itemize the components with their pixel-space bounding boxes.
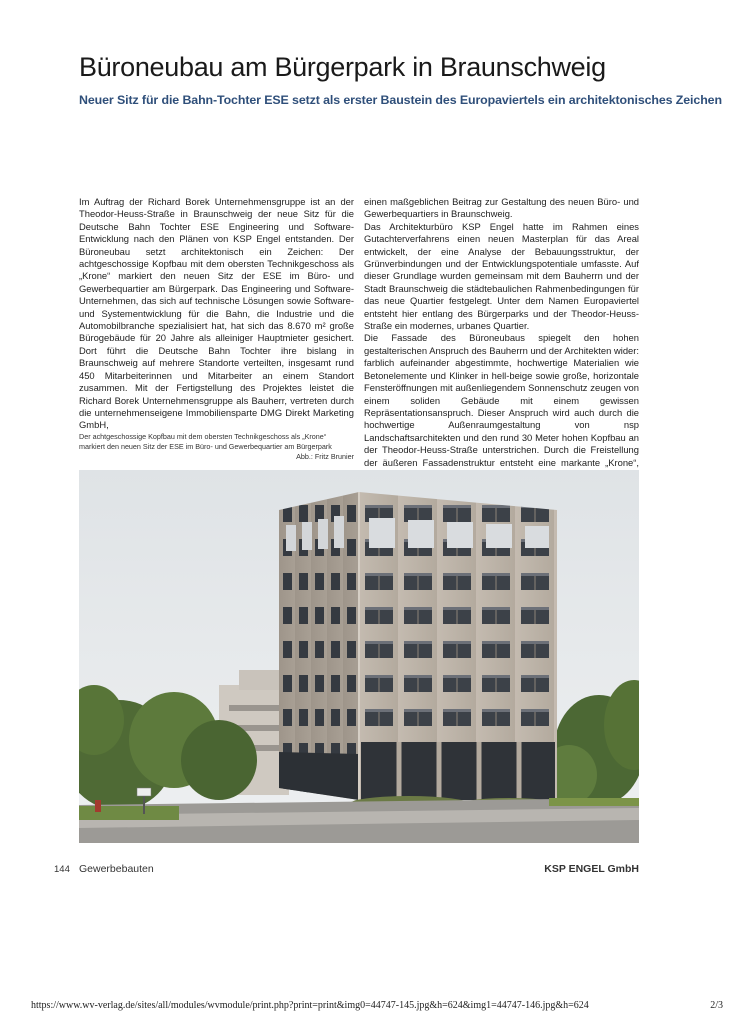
photo-caption: [79, 432, 354, 461]
caption-text: Der achtgeschossige Kopfbau mit dem obersten Technikgeschoss als „Krone“ markiert den neuen Sitz der ESE im Büro- und Gewerbequartier am Bürgerpark: [79, 432, 332, 451]
section-name: Gewerbebauten: [79, 863, 154, 875]
text-column-right: [364, 196, 639, 481]
page-number: 144: [54, 864, 70, 875]
text-column-left: [79, 196, 354, 432]
paragraph: Das Architekturbüro KSP Engel hatte im Rahmen eines Gutachterverfahrens einen neuen Masterplan für das Areal entwickelt, der eine Analyse der Bebauungsstruktur, der Grünverbindungen und der Entwicklungspotentiale umfasste. Auf dieser Grundlage wurden gemeinsam mit dem Bauherrn und der Stadt Braunschweig die städtebaulichen Rahmenbedingungen für das neue Quartier festgelegt. Unter dem Namen Europaviertel entsteht hier entlang des Bürgerparks und der Theodor-Heuss-Straße ein modernes, urbanes Quartier.: [364, 220, 639, 332]
print-url: https://www.wv-verlag.de/sites/all/modules/wvmodule/print.php?print=print&img0=44747-145.jpg&h=624&img1=44747-146.jpg&h=624: [31, 1000, 589, 1011]
paragraph: Im Auftrag der Richard Borek Unternehmensgruppe ist an der Theodor-Heuss-Straße in Braunschweig der neue Sitz für die Deutsche Bahn Tochter ESE Engineering und Software-Entwicklung nach den Plänen von KSP Engel entstanden. Der Büroneubau setzt architektonisch ein Zeichen: Der achtgeschossige Kopfbau mit dem obersten Technikgeschoss als „Krone“ markiert den neuen Sitz der ESE im Büro- und Gewerbequartier am Bürgerpark. Das Engineering und Software-Unternehmen, das sich auf technische Lösungen sowie Software- und Systementwicklung für die Bahn, die Industrie und die Automobilbranche spezialisiert hat, hat sich das 8.670 m² große Bürogebäude für 20 Jahre als alleiniger Hauptmieter gesichert. Dort führt die Deutsche Bahn Tochter ihre bislang in Braunschweig auf mehrere Standorte verteilten, insgesamt rund 450 Mitarbeiterinnen und Mitarbeiter an einem Standort zusammen. Mit der Fertigstellung des Projektes leistet die Richard Borek Unternehmensgruppe als Bauherr, vertreten durch die unternehmenseigene Immobiliensparte DMG Direkt Marketing GmbH,: [79, 196, 354, 431]
article-subtitle: Neuer Sitz für die Bahn-Tochter ESE setzt als erster Baustein des Europaviertels ein architektonisches Zeichen: [79, 93, 722, 107]
article-title: Büroneubau am Bürgerpark in Braunschweig: [79, 52, 606, 82]
building-photo: [79, 470, 639, 843]
paragraph: Die Fassade des Büroneubaus spiegelt den hohen gestalterischen Anspruch des Bauherrn und der Architekten wider: farblich aufeinander abgestimmte, hochwertige Materialien wie Betonelemente und Klinker in hell-beige sowie große, horizontale Fensteröffnungen mit außenliegendem Sonnenschutz zeugen von einem soliden Gebäude mit einem gewissen Repräsentationsanspruch. Dieser Anspruch wird auch durch die hochwertige Außenraumgestaltung von nsp Landschaftsarchitekten und den rund 30 Meter hohen Kopfbau an der Theodor-Heuss-Straße unterstrichen. Durch die Freistellung der äußeren Fassadenstruktur entsteht eine markante „Krone“,: [364, 332, 639, 468]
print-page-count: 2/3: [710, 1000, 723, 1011]
photo-credit: Abb.: Fritz Brunier: [296, 451, 354, 461]
paragraph: einen maßgeblichen Beitrag zur Gestaltung des neuen Büro- und Gewerbequartiers in Braunschweig.: [364, 196, 639, 220]
publisher-name: KSP ENGEL GmbH: [544, 863, 639, 875]
